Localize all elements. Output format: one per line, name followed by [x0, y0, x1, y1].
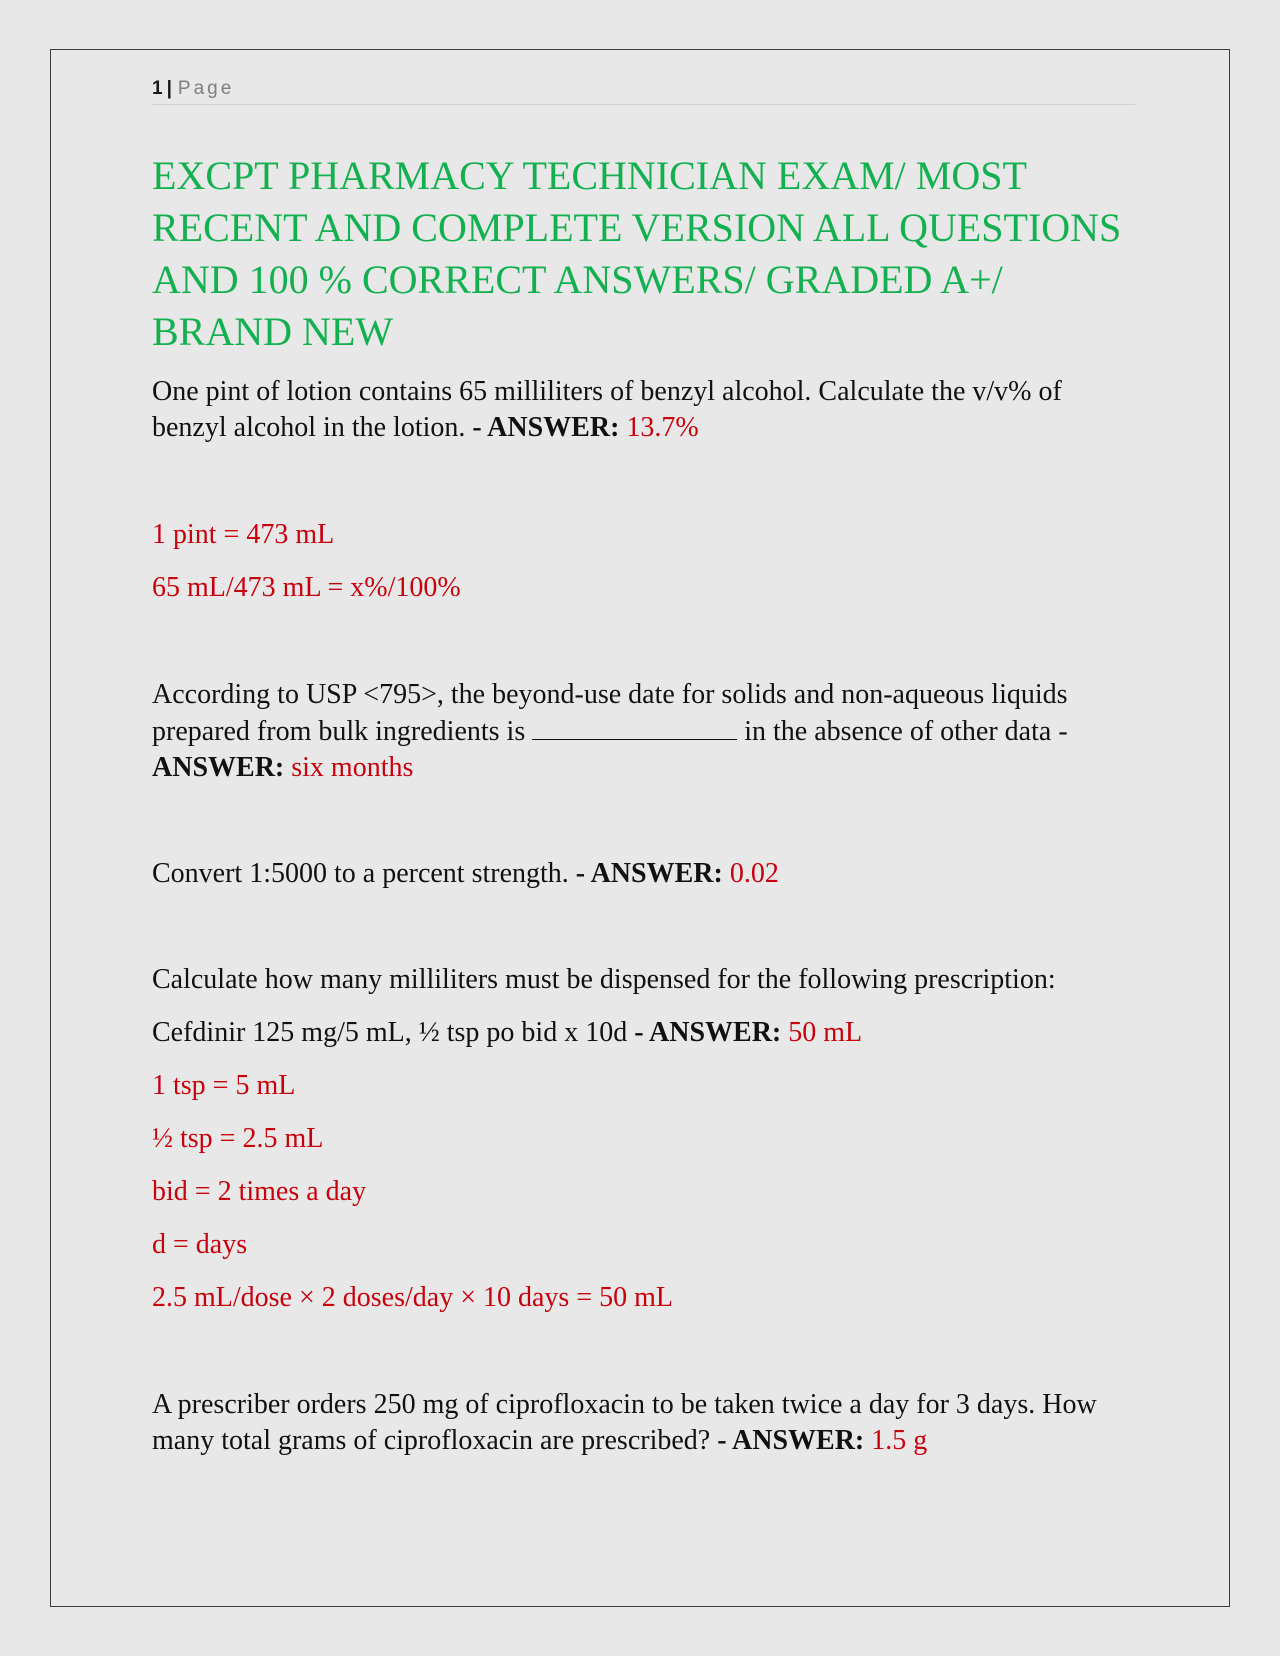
answer-5: 1.5 g — [871, 1425, 928, 1456]
header-separator: | — [166, 78, 172, 99]
document-title: EXCPT PHARMACY TECHNICIAN EXAM/ MOST RECENT AND COMPLETE VERSION ALL QUESTIONS AND 100 % CORRECT ANSWERS/ GRADED A+/ BRAND NEW — [152, 153, 1122, 354]
question-4-line-1: Calculate how many milliliters must be dispensed for the following prescription: — [152, 964, 1056, 995]
question-5-text: A prescriber orders 250 mg of ciprofloxacin to be taken twice a day for 3 days. How many total grams of ciprofloxacin are prescribed? — [152, 1389, 1097, 1456]
question-3 — [152, 856, 1142, 892]
fill-in-blank — [532, 713, 737, 740]
work-line: bid = 2 times a day — [152, 1176, 367, 1207]
work-line: ½ tsp = 2.5 mL — [152, 1123, 324, 1154]
work-line: 2.5 mL/dose × 2 doses/day × 10 days = 50 mL — [152, 1282, 673, 1313]
answer-prefix: - ANSWER: — [717, 1425, 865, 1456]
work-line: d = days — [152, 1229, 248, 1260]
question-4-text: Cefdinir 125 mg/5 mL, ½ tsp po bid x 10d — [152, 1017, 628, 1048]
work-line: 65 mL/473 mL = x%/100% — [152, 572, 461, 603]
question-2-text-after: in the absence of other data - — [744, 716, 1068, 747]
question-2 — [152, 677, 1142, 786]
answer-label: ANSWER: — [152, 752, 285, 783]
answer-prefix: - ANSWER: — [472, 412, 620, 443]
page-word: Page — [177, 78, 235, 99]
work-line: 1 tsp = 5 mL — [152, 1070, 296, 1101]
question-1-text: One pint of lotion contains 65 milliliters of benzyl alcohol. Calculate the v/v% of benzyl alcohol in the lotion. — [152, 376, 1062, 443]
answer-2: six months — [291, 752, 414, 783]
answer-1: 13.7% — [626, 412, 699, 443]
answer-prefix: - ANSWER: — [634, 1017, 782, 1048]
work-line: 1 pint = 473 mL — [152, 519, 335, 550]
page-number: 1 — [152, 78, 163, 99]
page-header — [152, 78, 1135, 105]
answer-prefix: - ANSWER: — [575, 858, 723, 889]
question-1 — [152, 374, 1142, 446]
document-page — [50, 49, 1230, 1607]
question-3-text: Convert 1:5000 to a percent strength. — [152, 858, 569, 889]
answer-3: 0.02 — [729, 858, 779, 889]
question-2-text-before: According to USP <795>, the beyond-use date for solids and non-aqueous liquids prepared from bulk ingredients is — [152, 679, 1068, 747]
question-5 — [152, 1387, 1142, 1459]
question-4-line-2 — [152, 1015, 1142, 1051]
answer-4: 50 mL — [788, 1017, 863, 1048]
